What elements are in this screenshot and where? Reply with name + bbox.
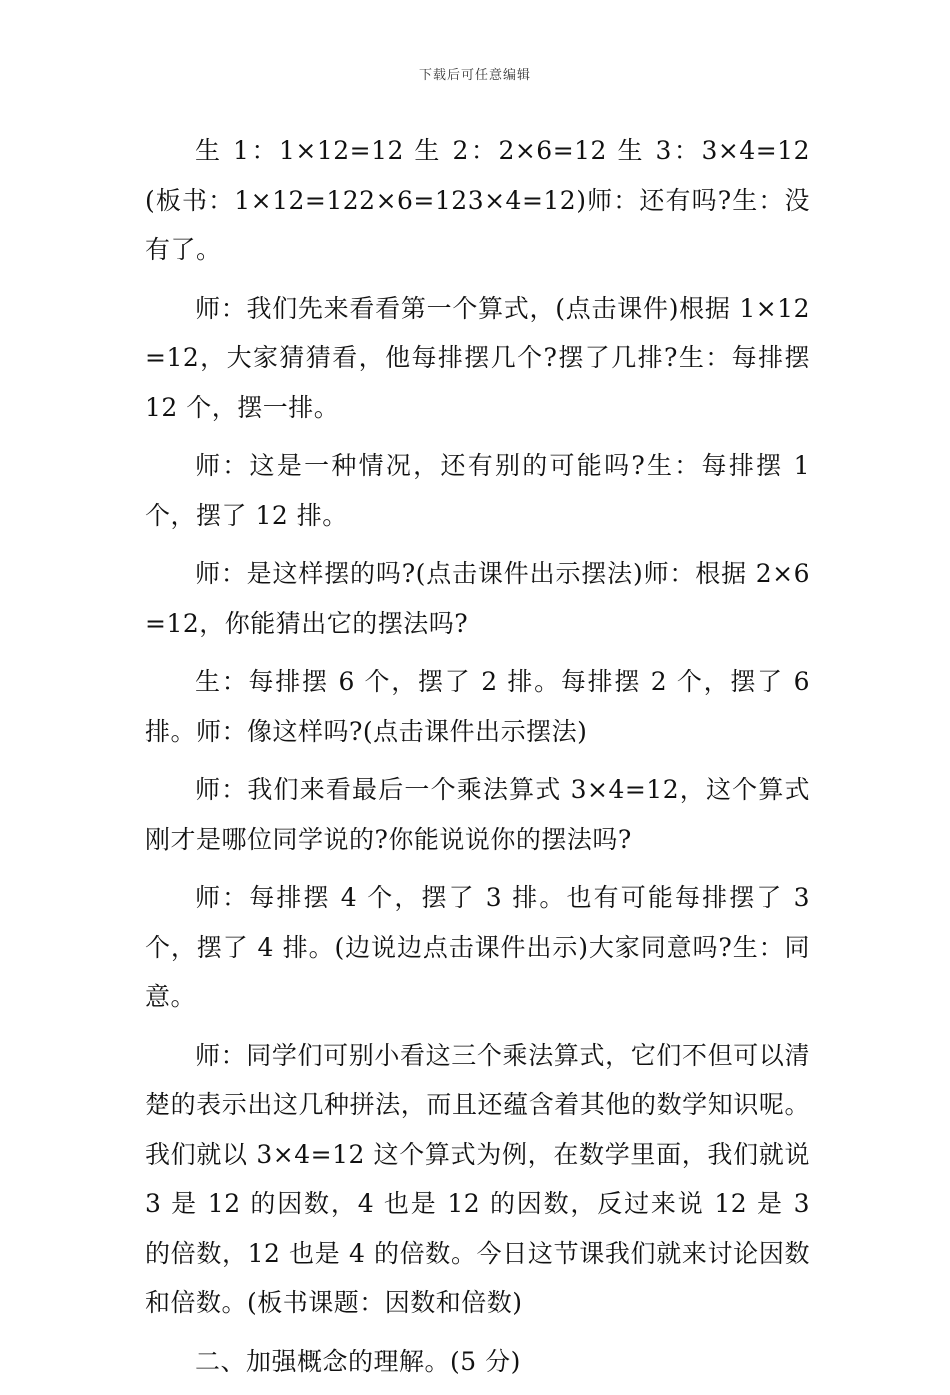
paragraph-4: 师：是这样摆的吗?(点击课件出示摆法)师：根据 2×6=12，你能猜出它的摆法吗? <box>145 559 810 638</box>
paragraph-5: 生：每排摆 6 个，摆了 2 排。每排摆 2 个，摆了 6 排。师：像这样吗?(点击课件出示摆法) <box>145 667 810 746</box>
paragraph-7: 师：每排摆 4 个，摆了 3 排。也有可能每排摆了 3 个，摆了 4 排。(边说边点击课件出示)大家同意吗?生：同意。 <box>145 883 810 1011</box>
document-body <box>145 126 810 1395</box>
page-header: 下载后可任意编辑 <box>418 68 531 83</box>
paragraph-8: 师：同学们可别小看这三个乘法算式，它们不但可以清楚的表示出这几种拼法，而且还蕴含着其他的数学知识呢。我们就以 3×4=12 这个算式为例，在数学里面，我们就说 3 是 12 的因数，4 也是 12 的因数，反过来说 12 是 3 的倍数，12 也是 4 的倍数。今日这节课我们就来讨论因数和倍数。(板书课题：因数和倍数) <box>145 1040 810 1317</box>
paragraph-2: 师：我们先来看看第一个算式，(点击课件)根据 1×12=12，大家猜猜看，他每排摆几个?摆了几排?生：每排摆 12 个，摆一排。 <box>145 293 810 422</box>
section-heading: 二、加强概念的理解。(5 分) <box>195 1346 521 1376</box>
paragraph-1: 生 1：1×12=12 生 2：2×6=12 生 3：3×4=12(板书：1×12=122×6=123×4=12)师：还有吗?生：没有了。 <box>145 136 810 264</box>
paragraph-6: 师：我们来看最后一个乘法算式 3×4=12，这个算式刚才是哪位同学说的?你能说说你的摆法吗? <box>145 775 810 854</box>
paragraph-3: 师：这是一种情况，还有别的可能吗?生：每排摆 1 个，摆了 12 排。 <box>145 451 810 530</box>
